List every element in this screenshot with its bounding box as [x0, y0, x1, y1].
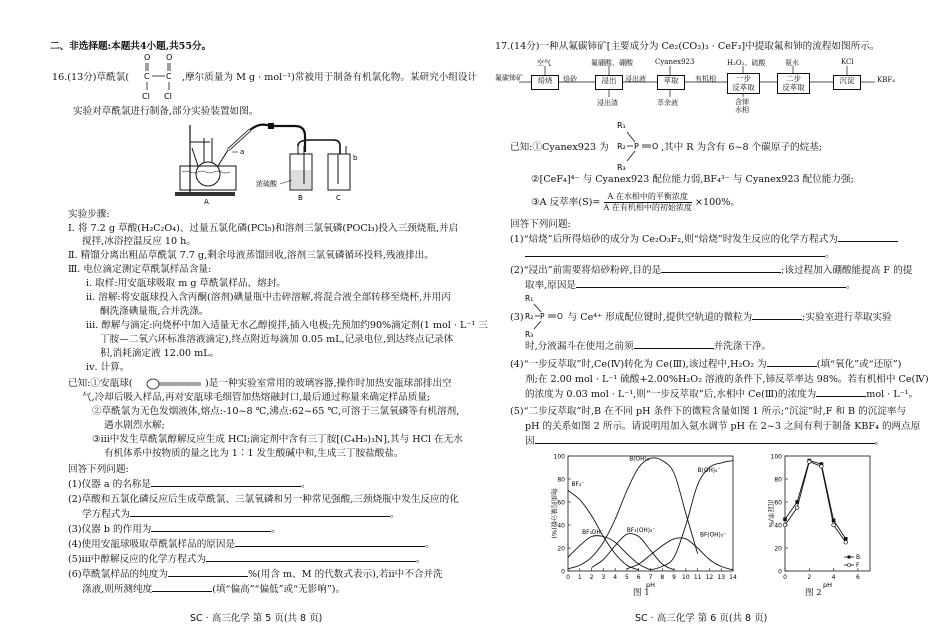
q17-answer-title: 回答下列问题: [510, 219, 571, 230]
steps-title: 实验步骤: [68, 209, 110, 220]
svg-text:R₁: R₁ [617, 121, 626, 130]
y-tick-label: 60 [774, 499, 782, 507]
q16-5: (5)ⅲ中醇解反应的化学方程式为 。 [68, 554, 426, 565]
section-title: 二、非选择题:本题共4小题,共55分。 [50, 41, 212, 52]
label-b: b [353, 154, 358, 162]
data-point [820, 465, 824, 469]
label-a: a [240, 148, 245, 156]
data-point [807, 460, 811, 464]
q16-2: (2)草酸和五氯化磷反应后生成草酰氯、三氯氧磷和另一种常见强酸,三颈烧瓶中发生反应的化 [68, 494, 459, 505]
x-tick-label: 3 [601, 574, 606, 581]
series-line [785, 461, 846, 539]
q17-5b: pH 的关系如图 2 所示。请说明用加入氨水调节 pH 在 2~3 之间有利于制备 KBF₄ 的两点原 [525, 421, 921, 432]
step1: Ⅰ. 将 7.2 g 草酸(H₂C₂O₄)、过量五氯化磷(PCl₅)和溶剂三氯氧磷(POCl₃)投入三颈烧瓶,并启 [68, 223, 459, 234]
legend-marker [848, 556, 851, 559]
answer-blank[interactable] [535, 443, 875, 444]
x-tick-label: 6 [855, 574, 860, 581]
svg-text:Cl: Cl [164, 92, 172, 101]
flow-air: 空气 [537, 59, 551, 67]
ampoule-icon [145, 378, 205, 390]
data-point [783, 517, 787, 521]
q16-6: (6)草酰氯样品的纯度为 %(用含 m、M 的代数式表示),若ⅱ中不合并洗 [68, 569, 443, 580]
x-tick-label: 5 [625, 574, 629, 581]
known1b: )是一种实验室常用的玻璃容器,操作时加热安瓿球部排出空 [205, 378, 452, 389]
fig2-caption: 图 2 [805, 588, 822, 598]
flow-extract-box: 萃取 [657, 75, 685, 90]
series-label: BF₂(OH)₂⁻ [626, 527, 656, 534]
right-page [475, 0, 950, 631]
answer-blank[interactable] [130, 516, 390, 517]
q16-4: (4)使用安瓿球吸取草酰氯样品的原因是 。 [68, 539, 435, 550]
x-tick-label: 13 [717, 574, 726, 581]
flow-kcl: KCl [841, 58, 854, 66]
data-point [783, 523, 787, 527]
flow-precip-box: 沉淀 [833, 75, 861, 90]
flow-reagents1: 氟硼酸、硼酸 [591, 59, 633, 67]
y-tick-label: 80 [774, 476, 782, 484]
step3iiib: 丁胺—二氧六环标准溶液滴定),终点附近每滴加 0.05 mL,记录电位,到达终点记录体 [100, 334, 454, 345]
fig1-caption: 图 1 [633, 588, 650, 598]
step3: Ⅲ. 电位滴定测定草酰氯样品含量: [68, 264, 212, 275]
svg-text:C: C [144, 72, 150, 81]
fraction: $\frac{\text{A 在水相中的平衡浓度}}{\text{A 在有机相中的初始浓度}}$ [603, 192, 692, 212]
step3iib: 酮洗涤碘量瓶,合并洗涤。 [100, 306, 209, 317]
q16-intro-tail: ,摩尔质量为 M g · mol⁻¹)常被用于制备有机氯化物。某研究小组设计 [182, 72, 478, 83]
data-point [832, 523, 836, 527]
q16-3: (3)仪器 b 的作用为 。 [68, 524, 281, 535]
svg-text:P: P [634, 142, 639, 151]
svg-text:R₁: R₁ [525, 294, 534, 303]
answer-blank[interactable] [235, 546, 425, 547]
y-tick-label: 20 [557, 545, 565, 553]
q17-known1-tail: ,其中 R 为含有 6~8 个碳原子的烷基; [661, 142, 823, 153]
x-tick-label: 9 [672, 574, 676, 581]
svg-text:O: O [652, 142, 659, 151]
y-tick-label: 0 [561, 568, 565, 576]
q17-5: (5)“二步反萃取”时,B 在不同 pH 条件下的微粒含量如图 1 所示;“沉淀”时,F 和 B 的沉淀率与 [510, 406, 907, 417]
q17-1b: 。 [525, 248, 835, 261]
legend-label: B [856, 554, 861, 561]
q17-known3: ③A 反萃率(S)= $\frac{\text{A 在水相中的平衡浓度}}{\text{A 在有机相中的初始浓度}}$ ×100%。 [531, 192, 740, 212]
q17-4: (4)“一步反萃取”时,Ce(Ⅳ)转化为 Ce(Ⅲ),该过程中,H₂O₂ 为 (填“氧化”或“还原”) [510, 359, 902, 370]
q17-intro: 17.(14分)一种从氟碳铈矿[主要成分为 Ce₂(CO₃)₃ · CeF₃]中提取氟和铈的流程如图所示。 [495, 41, 880, 52]
x-tick-label: 2 [589, 574, 594, 581]
answer-blank[interactable] [151, 486, 301, 487]
q17-5c: 因 。 [525, 436, 885, 447]
series-label: BF₄⁻ [571, 481, 585, 488]
q17-known2: ②[CeF₄]⁴⁻ 与 Cyanex923 配位能力弱,BF₄³⁻ 与 Cyanex923 配位能力强; [531, 174, 854, 185]
svg-text:R₃: R₃ [617, 163, 626, 172]
svg-text:O: O [144, 53, 151, 62]
flow-step2-box: 二步 反萃取 [777, 73, 810, 94]
answer-blank[interactable] [525, 256, 825, 257]
flow-h2o2: H₂O₂、硫酸 [727, 59, 766, 67]
legend-marker [848, 564, 851, 567]
q17-4b: 剂;在 2.00 mol · L⁻¹ 硫酸+2.00%H₂O₂ 溶液的条件下,铈反萃率达 98%。若有机相中 Ce(Ⅳ) [525, 374, 929, 385]
svg-text:Cl: Cl [142, 92, 150, 101]
x-tick-label: 0 [783, 574, 787, 581]
x-tick-label: 0 [566, 574, 570, 581]
answer-blank[interactable] [816, 396, 866, 397]
svg-text:O: O [557, 312, 563, 321]
flow-leach-solution: 浸出液 [625, 75, 646, 83]
q17-3b: 时,分液漏斗在使用之前须 并洗涤干净。 [525, 341, 772, 352]
svg-text:R₃: R₃ [525, 330, 534, 339]
y-tick-label: 60 [557, 499, 565, 507]
q17-2: (2)“浸出”前需要将焙砂粉碎,目的是 ;该过程加入硼酸能提高 F 的提 [510, 265, 913, 276]
y-axis-label: 物质的量分数(%) [550, 488, 558, 539]
q16-6b: 涤液,则所测纯度 (填“偏高”“偏低”或“无影响”)。 [82, 584, 346, 595]
known1: 已知:①安瓿球( [68, 378, 133, 389]
series-line [785, 462, 846, 543]
y-tick-label: 0 [778, 568, 782, 576]
flow-roast-sand: 焙砂 [563, 75, 577, 83]
series-line [568, 458, 698, 569]
figure2-chart [757, 450, 877, 595]
figure1-chart [540, 450, 740, 595]
flow-kbf4: KBF₄ [877, 76, 896, 84]
q16-1: (1)仪器 a 的名称是 。 [68, 479, 311, 490]
answer-blank[interactable] [752, 319, 802, 320]
data-point [795, 506, 799, 510]
x-axis-label: pH [822, 581, 833, 589]
known2: ②草酰氯为无色发烟液体,熔点:-10~8 ℃,沸点:62~65 ℃,可溶于三氯氧磷等有机溶剂, [92, 406, 460, 417]
y-tick-label: 100 [553, 453, 565, 461]
q17-known1: 已知:①Cyanex923 为 [510, 142, 609, 153]
x-tick-label: 8 [660, 574, 665, 581]
q17-3: (3) 与 Ce⁴⁺ 形成配位键时,提供空轨道的微粒为 ;实验室进行萃取实验 [510, 312, 892, 323]
oxalyl-chloride-structure [132, 52, 182, 107]
series-line [592, 534, 675, 570]
q17-4c: 的浓度为 0.03 mol · L⁻¹,则“一步反萃取”后,水相中 Ce(Ⅲ)的浓度为 mol · L⁻¹。 [525, 389, 919, 400]
answer-blank[interactable] [168, 576, 248, 577]
series-label: B(OH)₃ [629, 456, 650, 463]
answer-blank[interactable] [151, 531, 271, 532]
flow-organic: 有机相 [695, 75, 716, 83]
y-axis-label: 沉淀率/% [767, 499, 775, 528]
apparatus-diagram [170, 120, 360, 205]
label-B: B [298, 194, 303, 202]
q16-intro: 16.(13分)草酰氯( [52, 72, 130, 83]
step1b: 搅拌,冰浴控温反应 10 h。 [82, 236, 196, 247]
x-tick-label: 6 [636, 574, 641, 581]
step3iv: ⅳ. 计算。 [86, 362, 130, 373]
flow-ore: 氟碳铈矿 [495, 74, 523, 82]
flow-leach-box: 浸出 [595, 75, 623, 90]
q17-1: (1)“焙烧”后所得焙砂的成分为 Ce₂O₃F₂,则“焙烧”时发生反应的化学方程式为 [510, 233, 898, 246]
svg-text:C: C [166, 72, 172, 81]
data-point [844, 540, 848, 544]
step3iiic: 积,消耗滴定液 12.00 mL。 [100, 348, 220, 359]
answer-title: 回答下列问题: [68, 464, 129, 475]
answer-blank[interactable] [838, 241, 898, 242]
page-footer-5: SC · 高三化学 第 5 页(共 8 页) [190, 613, 323, 624]
q16-2b: 学方程式为 。 [82, 509, 400, 520]
cyanex923-structure-small [525, 292, 571, 342]
q16-line2: 实验对草酰氯进行制备,部分实验装置如图。 [73, 106, 259, 117]
answer-blank[interactable] [206, 561, 416, 562]
x-tick-label: 4 [831, 574, 836, 581]
flow-leach-residue: 浸出渣 [597, 99, 618, 107]
step2: Ⅱ. 精馏分离出粗品草酰氯 7.7 g,剩余母液蒸馏回收,溶剂三氯氧磷循环投料,残液排出。 [68, 250, 434, 261]
answer-blank[interactable] [767, 366, 817, 367]
svg-text:R₂: R₂ [525, 312, 534, 321]
q17-2b: 取率,原因是 。 [525, 280, 856, 291]
step3i: ⅰ. 取样:用安瓿球吸取 m g 草酰氯样品、熔封。 [86, 278, 286, 289]
cyanex923-structure [615, 118, 663, 176]
label-conc-acid: 浓硫酸 [256, 180, 277, 188]
process-flowchart [495, 56, 935, 114]
answer-blank[interactable] [634, 348, 714, 349]
answer-blank[interactable] [661, 272, 781, 273]
x-tick-label: 7 [648, 574, 653, 581]
series-label: BF₃OH⁻ [582, 530, 604, 537]
x-tick-label: 11 [693, 574, 702, 581]
step3iii: ⅲ. 醇解与滴定:向烧杯中加入适量无水乙醇搅拌,插入电极;先预加约90%滴定剂(1 mol · L⁻¹ 三 [86, 320, 488, 331]
known3: ③ⅲ中发生草酰氯醇解反应生成 HCl;滴定剂中含有三丁胺[(C₄H₉)₃N],其与 HCl 在无水 [92, 434, 463, 445]
svg-text:P: P [540, 312, 545, 321]
series-label: B(OH)₄⁻ [697, 468, 721, 475]
answer-blank[interactable] [576, 287, 846, 288]
y-tick-label: 40 [557, 522, 565, 530]
flow-roast-box: 焙烧 [531, 75, 559, 90]
x-axis-label: pH [645, 581, 656, 589]
known3b: 有机体系中按物质的量之比为 1∶1 发生酸碱中和,生成三丁胺盐酸盐。 [104, 448, 404, 459]
x-tick-label: 1 [577, 574, 582, 581]
known2b: 遇水剧烈水解; [104, 420, 165, 431]
flow-step1-box: 一步 反萃取 [727, 73, 760, 94]
flow-ce-aq: 含铈 水相 [735, 98, 749, 114]
y-tick-label: 20 [774, 545, 782, 553]
flow-raffinate: 萃余液 [657, 99, 678, 107]
y-tick-label: 40 [774, 522, 782, 530]
answer-blank[interactable] [152, 591, 212, 592]
flow-cyanex: Cyanex923 [655, 58, 695, 66]
svg-text:R₂: R₂ [617, 142, 626, 151]
y-tick-label: 100 [770, 453, 782, 461]
svg-text:O: O [166, 53, 173, 62]
x-tick-label: 12 [705, 574, 714, 581]
known1c: 气,冷却后吸入样品,再对安瓿球毛细管加热熔融封口,最后通过称量来确定样品质量; [82, 392, 431, 403]
x-tick-label: 14 [729, 574, 737, 581]
x-tick-label: 10 [682, 574, 690, 581]
flow-ammonia: 氨水 [785, 59, 799, 67]
x-tick-label: 4 [613, 574, 618, 581]
y-tick-label: 80 [557, 476, 565, 484]
page-footer-6: SC · 高三化学 第 6 页(共 8 页) [635, 613, 768, 624]
label-C: C [336, 194, 341, 202]
x-tick-label: 2 [807, 574, 812, 581]
label-A: A [204, 198, 209, 205]
step3ii: ⅱ. 溶解:将安瓿球投入含丙酮(溶剂)碘量瓶中击碎溶解,将混合液全部转移至烧杯,并用丙 [86, 292, 451, 303]
series-line [651, 461, 734, 570]
legend-label: F [856, 562, 860, 569]
series-label: BF(OH)₃⁻ [700, 532, 727, 539]
